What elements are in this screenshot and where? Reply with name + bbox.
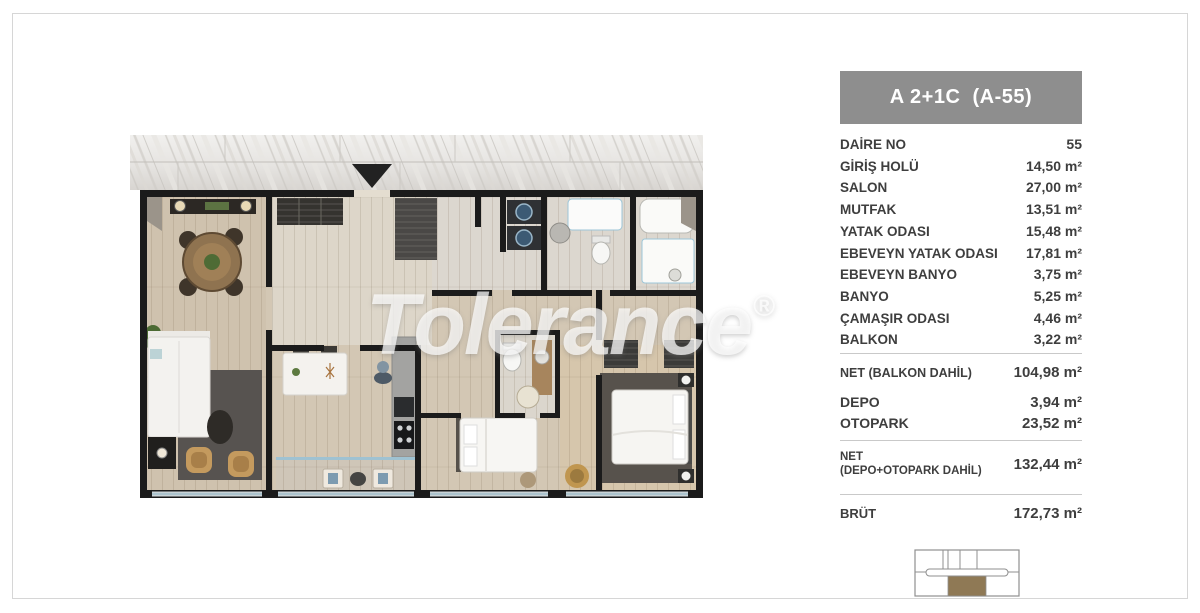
area-row [840, 156, 1082, 178]
person-figure [374, 372, 392, 384]
desk-chair [517, 386, 539, 408]
toilet [503, 349, 521, 371]
floor-plan [130, 135, 706, 505]
divider [840, 353, 1082, 354]
area-row-label: MUTFAK [840, 202, 897, 218]
area-row-value: 55 [1066, 136, 1082, 152]
shower [642, 239, 694, 283]
otopark-label: OTOPARK [840, 415, 909, 431]
area-row [840, 134, 1082, 156]
area-row [840, 177, 1082, 199]
otopark-row [840, 415, 1082, 432]
depo-label: DEPO [840, 394, 880, 410]
area-table [840, 134, 1082, 351]
net-balkon-row [840, 364, 1082, 381]
area-row-value: 3,22 m² [1033, 331, 1082, 348]
area-row [840, 286, 1082, 308]
area-row-label: ÇAMAŞIR ODASI [840, 310, 950, 326]
area-row [840, 308, 1082, 330]
area-row-value: 13,51 m² [1025, 201, 1082, 218]
area-row [840, 199, 1082, 221]
depo-value: 3,94 m² [1030, 394, 1082, 411]
divider [840, 494, 1082, 495]
area-row-label: EBEVEYN BANYO [840, 267, 958, 283]
brut-label: BRÜT [840, 506, 877, 521]
area-row-label: BALKON [840, 332, 898, 348]
dining-table [179, 228, 243, 296]
net-total-value: 132,44 m² [1013, 456, 1082, 473]
area-row-value: 27,00 m² [1025, 179, 1082, 196]
area-row-value: 17,81 m² [1025, 244, 1082, 261]
brut-row [840, 505, 1082, 522]
otopark-value: 23,52 m² [1021, 415, 1082, 432]
keyplan-unit-highlight [948, 575, 986, 596]
area-row-value: 4,46 m² [1033, 309, 1082, 326]
area-row-label: DAİRE NO [840, 137, 907, 152]
location-keyplan [914, 547, 1020, 598]
area-row-value: 14,50 m² [1025, 157, 1082, 174]
area-row-label: BANYO [840, 288, 889, 304]
coffee-table [207, 410, 233, 444]
cooktop [394, 421, 414, 449]
unit-title: A 2+1C (A-55) [889, 86, 1033, 108]
area-row-value: 5,25 m² [1033, 287, 1082, 304]
area-row-label: EBEVEYN YATAK ODASI [840, 245, 998, 261]
net-total-label: NET (DEPO+OTOPARK DAHİL) [840, 451, 982, 477]
unit-title-bar [840, 71, 1082, 124]
divider [840, 440, 1082, 441]
toilet [592, 242, 610, 264]
area-row-value: 15,48 m² [1025, 222, 1082, 239]
vanity [532, 340, 552, 395]
balcony-table [350, 472, 366, 486]
depo-row [840, 394, 1082, 411]
area-row-label: YATAK ODASI [840, 223, 930, 239]
area-row [840, 329, 1082, 351]
net-balkon-value: 104,98 m² [1013, 364, 1082, 381]
keyplan-corridor [926, 569, 1008, 576]
brut-value: 172,73 m² [1013, 505, 1082, 522]
pouf [520, 472, 536, 488]
area-row [840, 243, 1082, 265]
watermark: Tolerance® [366, 277, 774, 373]
marble-band [130, 135, 703, 190]
registered-mark: ® [753, 290, 774, 323]
area-row [840, 264, 1082, 286]
area-row-label: GİRİŞ HOLÜ [840, 158, 919, 174]
net-balkon-label: NET (BALKON DAHİL) [840, 366, 972, 380]
area-row [840, 221, 1082, 243]
net-total-row [840, 451, 1082, 478]
area-row-value: 3,75 m² [1033, 266, 1082, 283]
area-row-label: SALON [840, 180, 888, 196]
